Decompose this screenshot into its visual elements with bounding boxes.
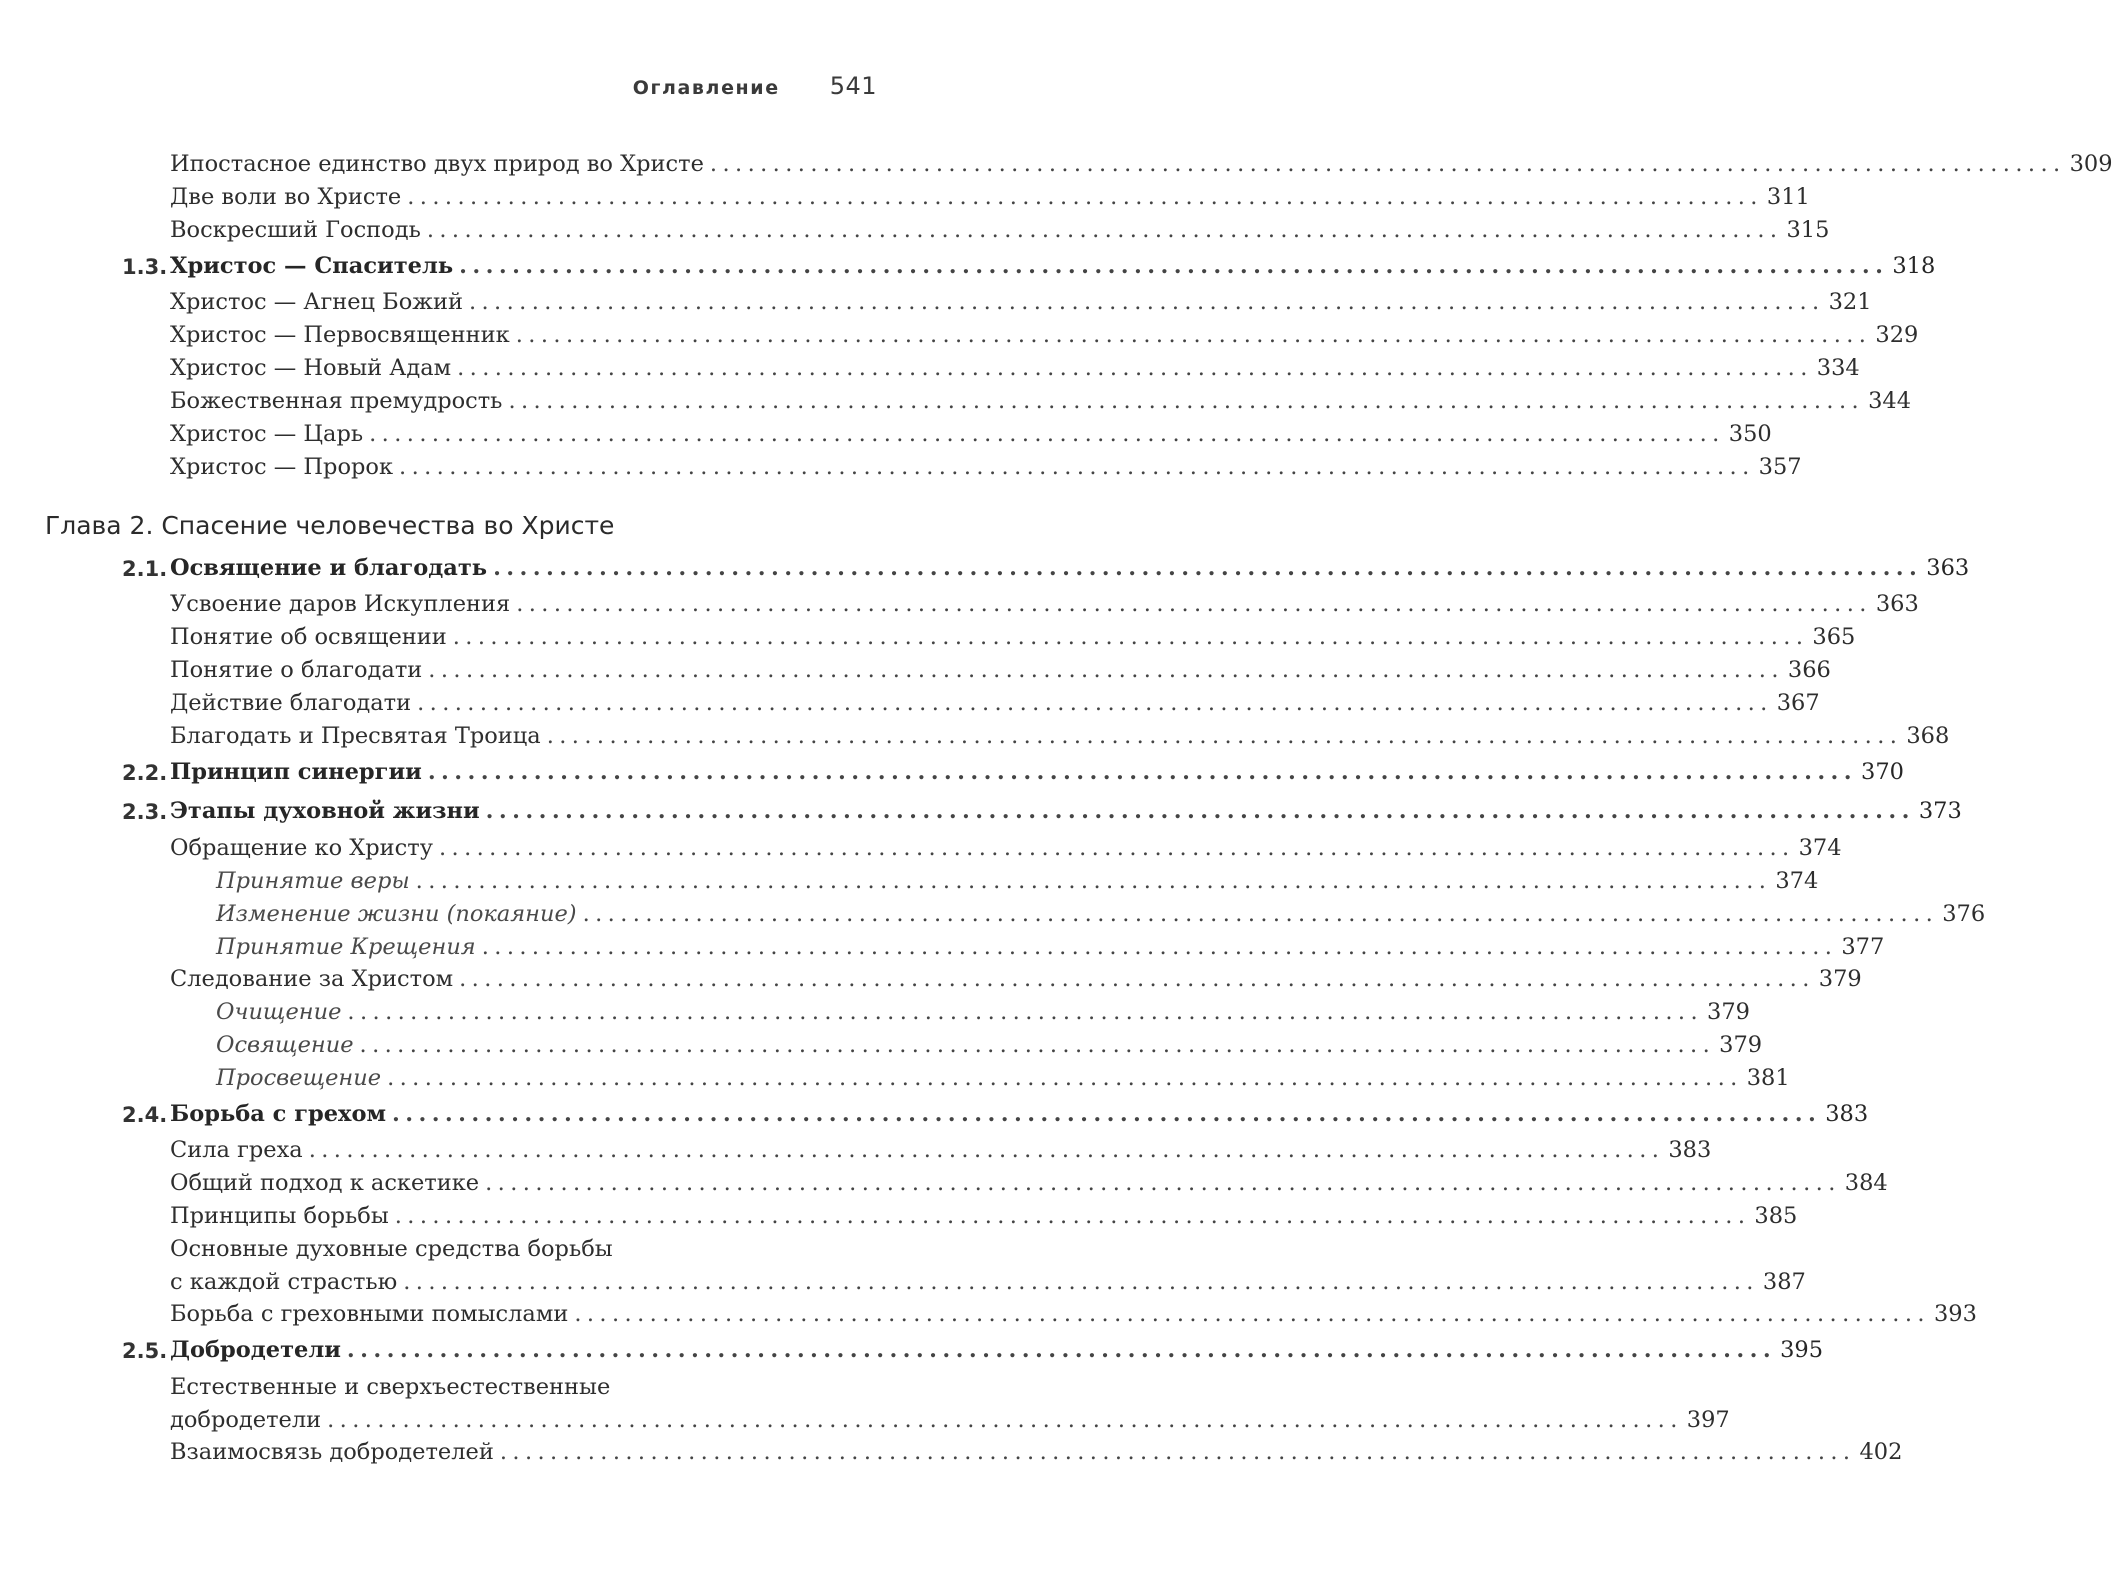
toc-subentry-page: 374 xyxy=(1775,868,1819,894)
section-page: 370 xyxy=(1861,759,1904,785)
page-header xyxy=(600,72,877,112)
toc-subentry-label: Принятие Крещения xyxy=(216,934,476,960)
toc-entry-label: Христос — Царь xyxy=(170,421,364,447)
dot-leader: ............................................................................................................ xyxy=(403,1269,1759,1295)
dot-leader: ............................................................................................................ xyxy=(415,868,1772,894)
toc-entry-label: Благодать и Пресвятая Троица xyxy=(170,723,541,749)
section-title: Добродетели xyxy=(170,1337,341,1363)
dot-leader: ............................................................................................................ xyxy=(308,1137,1665,1163)
dot-leader: ............................................................................................................ xyxy=(438,835,1795,861)
toc-entry-page: 334 xyxy=(1816,355,1860,381)
section-title: Принцип синергии xyxy=(170,759,422,785)
dot-leader: ............................................................................................................ xyxy=(574,1301,1930,1327)
toc-entry-page: 397 xyxy=(1686,1407,1730,1433)
toc-section-2-1[interactable] xyxy=(0,547,1970,581)
toc-entry-label: Божественная премудрость xyxy=(170,388,503,414)
toc-entry-page: 315 xyxy=(1786,217,1830,243)
toc-subentry-page: 376 xyxy=(1942,901,1986,927)
toc-entry-page: 357 xyxy=(1758,454,1802,480)
toc-entry[interactable] xyxy=(0,143,2113,177)
toc-entry[interactable] xyxy=(0,1195,1798,1229)
toc-entry[interactable] xyxy=(0,958,1862,992)
toc-entry-label-line2: добродетели xyxy=(170,1407,322,1433)
dot-leader: ............................................................................................................ xyxy=(485,798,1915,824)
toc-entry[interactable] xyxy=(0,209,1830,243)
toc-entry-label: Действие благодати xyxy=(170,690,412,716)
page-number: 541 xyxy=(829,72,877,100)
toc-entry-multiline[interactable] xyxy=(0,1366,1000,1400)
toc-entry-label: Усвоение даров Искупления xyxy=(170,591,511,617)
dot-leader: ............................................................................................................ xyxy=(499,1439,1856,1465)
section-number: 2.1. xyxy=(122,557,168,581)
dot-leader: ............................................................................................................ xyxy=(508,388,1865,414)
toc-entry-label: Христос — Агнец Божий xyxy=(170,289,463,315)
dot-leader: ............................................................................................................ xyxy=(417,690,1773,716)
toc-entry-label: Ипостасное единство двух природ во Христе xyxy=(170,151,704,177)
toc-entry-label: Обращение ко Христу xyxy=(170,835,433,861)
toc-entry-label: Понятие об освящении xyxy=(170,624,447,650)
toc-entry[interactable] xyxy=(0,380,1912,414)
toc-subentry-label: Освящение xyxy=(216,1032,354,1058)
dot-leader: ............................................................................................................ xyxy=(369,421,1725,447)
toc-entry-label: Принципы борьбы xyxy=(170,1203,389,1229)
toc-subentry[interactable] xyxy=(0,893,1986,927)
toc-entry-label: Христос — Первосвященник xyxy=(170,322,510,348)
dot-leader: ............................................................................................................ xyxy=(399,454,1755,480)
toc-entry[interactable] xyxy=(0,413,1772,447)
toc-section-2-4[interactable] xyxy=(0,1093,1869,1127)
toc-entry-page: 384 xyxy=(1844,1170,1888,1196)
toc-entry-page: 367 xyxy=(1776,690,1820,716)
toc-entry-label: Сила греха xyxy=(170,1137,303,1163)
toc-section-2-2[interactable] xyxy=(0,751,1904,785)
toc-entry-page: 365 xyxy=(1812,624,1856,650)
dot-leader: ............................................................................................................ xyxy=(407,184,1763,210)
toc-subentry[interactable] xyxy=(0,860,1819,894)
toc-entry-page: 374 xyxy=(1798,835,1842,861)
toc-entry-label-line1: Основные духовные средства борьбы xyxy=(170,1236,613,1262)
section-title: Освящение и благодать xyxy=(170,555,488,581)
toc-entry-label: Христос — Пророк xyxy=(170,454,394,480)
running-title: Оглавление xyxy=(632,77,780,99)
dot-leader: ............................................................................................................ xyxy=(459,253,1889,279)
dot-leader: ............................................................................................................ xyxy=(427,759,1858,785)
dot-leader: ............................................................................................................ xyxy=(428,657,1784,683)
dot-leader: ............................................................................................................ xyxy=(394,1203,1751,1229)
chapter-heading[interactable]: Глава 2. Спасение человечества во Христе xyxy=(45,511,615,540)
toc-entry-label: Общий подход к аскетике xyxy=(170,1170,480,1196)
toc-entry-page: 385 xyxy=(1754,1203,1798,1229)
section-number: 1.3. xyxy=(122,255,168,279)
toc-section-1-3[interactable] xyxy=(0,245,1936,279)
toc-subentry[interactable] xyxy=(0,926,1885,960)
toc-entry[interactable] xyxy=(0,715,1950,749)
dot-leader: ............................................................................................................ xyxy=(582,901,1939,927)
toc-subentry[interactable] xyxy=(0,1057,1790,1091)
section-title: Этапы духовной жизни xyxy=(170,798,480,824)
toc-entry-label: Взаимосвязь добродетелей xyxy=(170,1439,494,1465)
dot-leader: ............................................................................................................ xyxy=(327,1407,1683,1433)
toc-entry-label: Следование за Христом xyxy=(170,966,454,992)
toc-entry-page: 350 xyxy=(1728,421,1772,447)
toc-subentry-label: Принятие веры xyxy=(216,868,410,894)
toc-entry-page: 368 xyxy=(1906,723,1950,749)
section-title: Христос — Спаситель xyxy=(170,253,454,279)
section-page: 373 xyxy=(1918,798,1962,824)
toc-entry-label: Христос — Новый Адам xyxy=(170,355,452,381)
toc-subentry-page: 379 xyxy=(1719,1032,1763,1058)
toc-subentry[interactable] xyxy=(0,991,1750,1025)
dot-leader: ............................................................................................................ xyxy=(347,999,1704,1025)
section-number: 2.4. xyxy=(122,1103,168,1127)
toc-entry[interactable] xyxy=(0,649,1831,683)
dot-leader: ............................................................................................................ xyxy=(426,217,1783,243)
toc-entry-label: Воскресший Господь xyxy=(170,217,421,243)
toc-subentry-page: 379 xyxy=(1707,999,1750,1025)
toc-entry-page: 329 xyxy=(1875,322,1919,348)
dot-leader: ............................................................................................................ xyxy=(468,289,1825,315)
dot-leader: ............................................................................................................ xyxy=(546,723,1903,749)
toc-entry[interactable] xyxy=(0,176,1810,210)
toc-entry[interactable] xyxy=(0,1162,1888,1196)
toc-entry-page: 393 xyxy=(1933,1301,1977,1327)
dot-leader: ............................................................................................................ xyxy=(392,1101,1822,1127)
section-page: 318 xyxy=(1892,253,1936,279)
toc-entry[interactable] xyxy=(0,583,1919,617)
toc-entry[interactable] xyxy=(0,682,1820,716)
toc-subentry-label: Очищение xyxy=(216,999,342,1025)
toc-subentry-page: 381 xyxy=(1746,1065,1790,1091)
dot-leader: ............................................................................................................ xyxy=(459,966,1815,992)
toc-entry-multiline-cont[interactable] xyxy=(0,1261,1806,1295)
toc-entry[interactable] xyxy=(0,446,1802,480)
dot-leader: ............................................................................................................ xyxy=(346,1337,1777,1363)
section-number: 2.5. xyxy=(122,1339,168,1363)
dot-leader: ............................................................................................................ xyxy=(516,591,1872,617)
section-number: 2.2. xyxy=(122,761,168,785)
dot-leader: ............................................................................................................ xyxy=(359,1032,1716,1058)
dot-leader: ............................................................................................................ xyxy=(457,355,1813,381)
toc-entry[interactable] xyxy=(0,616,1856,650)
toc-entry-page: 366 xyxy=(1787,657,1831,683)
toc-subentry-label: Изменение жизни (покаяние) xyxy=(216,901,577,927)
toc-entry[interactable] xyxy=(0,827,1842,861)
section-title: Борьба с грехом xyxy=(170,1101,386,1127)
toc-entry-label: Понятие о благодати xyxy=(170,657,423,683)
dot-leader: ............................................................................................................ xyxy=(485,1170,1841,1196)
toc-entry-page: 383 xyxy=(1668,1137,1712,1163)
toc-entry-label: Борьба с греховными помыслами xyxy=(170,1301,569,1327)
toc-subentry-label: Просвещение xyxy=(216,1065,382,1091)
toc-entry-multiline-cont[interactable] xyxy=(0,1399,1730,1433)
dot-leader: ............................................................................................................ xyxy=(515,322,1872,348)
toc-entry-page: 311 xyxy=(1766,184,1810,210)
toc-entry-page: 379 xyxy=(1818,966,1862,992)
toc-entry-page: 344 xyxy=(1868,388,1912,414)
toc-entry-page: 309 xyxy=(2069,151,2113,177)
toc-entry-page: 321 xyxy=(1828,289,1872,315)
toc-entry-page: 402 xyxy=(1859,1439,1903,1465)
toc-section-2-3[interactable] xyxy=(0,790,1962,824)
section-page: 363 xyxy=(1926,555,1970,581)
toc-entry[interactable] xyxy=(0,281,1872,315)
toc-entry[interactable] xyxy=(0,1129,1712,1163)
toc-subentry[interactable] xyxy=(0,1024,1763,1058)
dot-leader: ............................................................................................................ xyxy=(493,555,1923,581)
toc-entry-page: 387 xyxy=(1762,1269,1806,1295)
section-number: 2.3. xyxy=(122,800,168,824)
toc-entry-label: Две воли во Христе xyxy=(170,184,402,210)
toc-section-2-5[interactable] xyxy=(0,1329,1824,1363)
toc-entry[interactable] xyxy=(0,1431,1903,1465)
toc-entry-multiline[interactable] xyxy=(0,1228,1000,1262)
toc-entry[interactable] xyxy=(0,347,1860,381)
toc-entry[interactable] xyxy=(0,314,1919,348)
toc-entry-label-line2: с каждой страстью xyxy=(170,1269,398,1295)
toc-subentry-page: 377 xyxy=(1841,934,1885,960)
toc-entry-page: 363 xyxy=(1875,591,1919,617)
dot-leader: ............................................................................................................ xyxy=(452,624,1809,650)
section-page: 395 xyxy=(1780,1337,1824,1363)
section-page: 383 xyxy=(1825,1101,1869,1127)
dot-leader: ............................................................................................................ xyxy=(387,1065,1743,1091)
toc-entry-label-line1: Естественные и сверхъестественные xyxy=(170,1374,611,1400)
dot-leader: ............................................................................................................ xyxy=(481,934,1838,960)
dot-leader: ............................................................................................................ xyxy=(709,151,2066,177)
toc-entry[interactable] xyxy=(0,1293,1977,1327)
